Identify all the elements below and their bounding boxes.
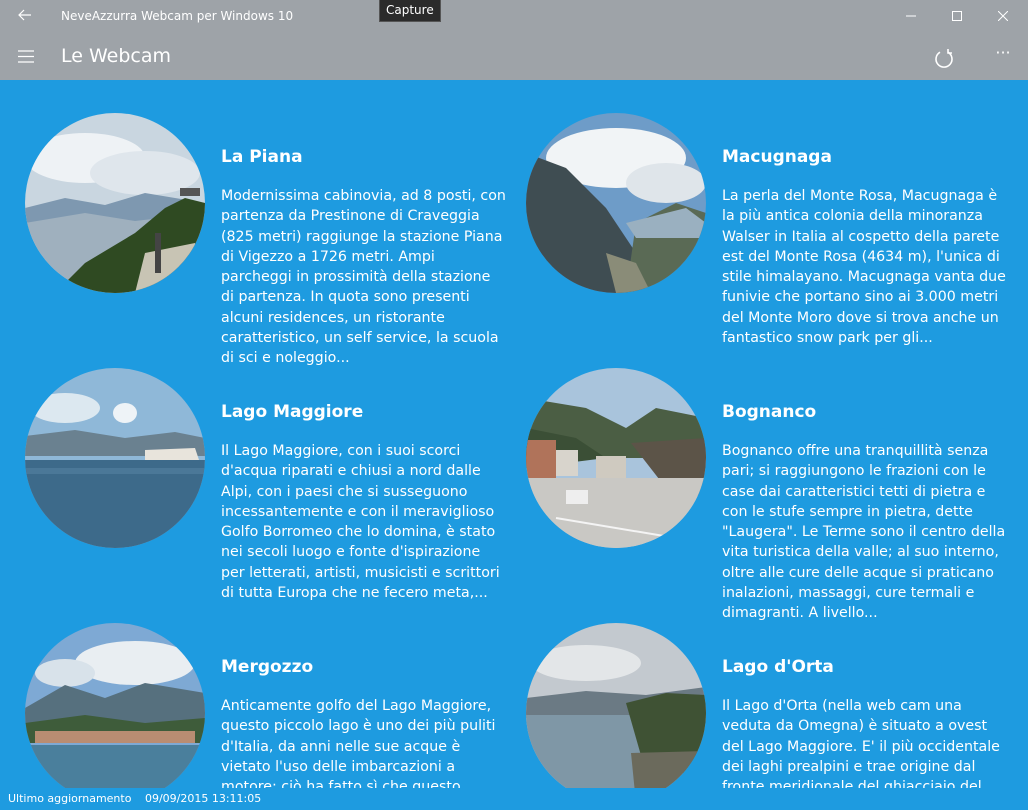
hamburger-menu-icon[interactable] xyxy=(10,38,42,74)
page-title: Le Webcam xyxy=(61,45,172,67)
more-options-icon[interactable]: ··· xyxy=(995,43,1011,62)
webcam-card-bognanco[interactable] xyxy=(526,368,1016,622)
webcam-description: Il Lago d'Orta (nella web cam una veduta da Omegna) è situato a ovest del Lago Maggiore. E' il più occidentale dei laghi prealpini e trae origine dal xyxy=(722,698,1000,775)
webcam-thumbnail xyxy=(25,623,205,803)
webcam-title: La Piana xyxy=(221,147,303,167)
webcam-thumbnail xyxy=(25,113,205,293)
webcam-card-lago-maggiore[interactable] xyxy=(25,368,515,613)
webcam-thumbnail xyxy=(25,368,205,548)
webcam-card-lago-dorta[interactable] xyxy=(526,623,1016,810)
status-bar xyxy=(0,788,1028,810)
webcam-description: Bognanco offre una tranquillità senza pari; si raggiungono le frazioni con le case dai caratteristici tetti di pietra e con le stufe sempre in pietra, dette "Laugera". Le Terme sono il centro della vita turistica della valle; al suo interno, oltre alle cure delle acque si praticano inalazioni, massaggi, cure termali e dimagranti. A livello... xyxy=(722,443,1006,622)
webcam-description: Il Lago Maggiore, con i suoi scorci d'acqua riparati e chiusi a nord dalle Alpi, con i paesi che si susseguono incessantemente e con il meraviglioso Golfo Borromeo che lo domina, è stato nei secoli luogo e fonte d'ispirazione per letterati, artisti, musicisti e scrittori di tutta Europa che ne fecero meta,... xyxy=(221,443,500,602)
last-update-label: Ultimo aggiornamento xyxy=(8,792,132,805)
webcam-description: La perla del Monte Rosa, Macugnaga è la più antica colonia della minoranza Walser in Italia al cospetto della parete est del Monte Rosa (4634 m), l'unica di stile himalayano. Macugnaga vanta due funivie che portano sino ai 3.000 metri del Monte Moro dove si trova anche un fantastico snow park per gli... xyxy=(722,188,1006,347)
webcam-title: Macugnaga xyxy=(722,147,832,167)
webcam-description: Modernissima cabinovia, ad 8 posti, con partenza da Prestinone di Craveggia (825 metri) raggiunge la stazione Piana di Vigezzo a 1726 metri. Ampi parcheggi in prossimità della stazione di partenza. In quota sono presenti alcuni residences, un ristorante caratteristico, un self service, la scuola di sci e noleggio... xyxy=(221,188,506,367)
webcam-thumbnail xyxy=(526,113,706,293)
minimize-icon[interactable] xyxy=(888,0,934,32)
webcam-title: Bognanco xyxy=(722,402,817,422)
window-titlebar xyxy=(0,0,1028,32)
webcam-grid xyxy=(0,80,1028,810)
close-icon[interactable] xyxy=(980,0,1026,32)
capture-tooltip: Capture xyxy=(379,0,441,22)
webcam-title: Lago Maggiore xyxy=(221,402,364,422)
webcam-thumbnail xyxy=(526,368,706,548)
webcam-description: Anticamente golfo del Lago Maggiore, questo piccolo lago è uno dei più puliti d'Italia, da anni nelle sue acque è vietato l'uso delle imbarcazioni a xyxy=(221,698,496,775)
app-header xyxy=(0,32,1028,80)
webcam-thumbnail xyxy=(526,623,706,803)
back-arrow-icon[interactable] xyxy=(12,5,38,27)
webcam-title: Mergozzo xyxy=(221,657,314,677)
window-title: NeveAzzurra Webcam per Windows 10 xyxy=(61,9,294,23)
webcam-title: Lago d'Orta xyxy=(722,657,834,677)
webcam-card-mergozzo[interactable] xyxy=(25,623,515,810)
refresh-icon[interactable] xyxy=(929,44,959,74)
maximize-icon[interactable] xyxy=(934,0,980,32)
last-update-timestamp: 09/09/2015 13:11:05 xyxy=(144,792,262,805)
webcam-card-la-piana[interactable] xyxy=(25,113,515,367)
webcam-card-macugnaga[interactable] xyxy=(526,113,1016,358)
